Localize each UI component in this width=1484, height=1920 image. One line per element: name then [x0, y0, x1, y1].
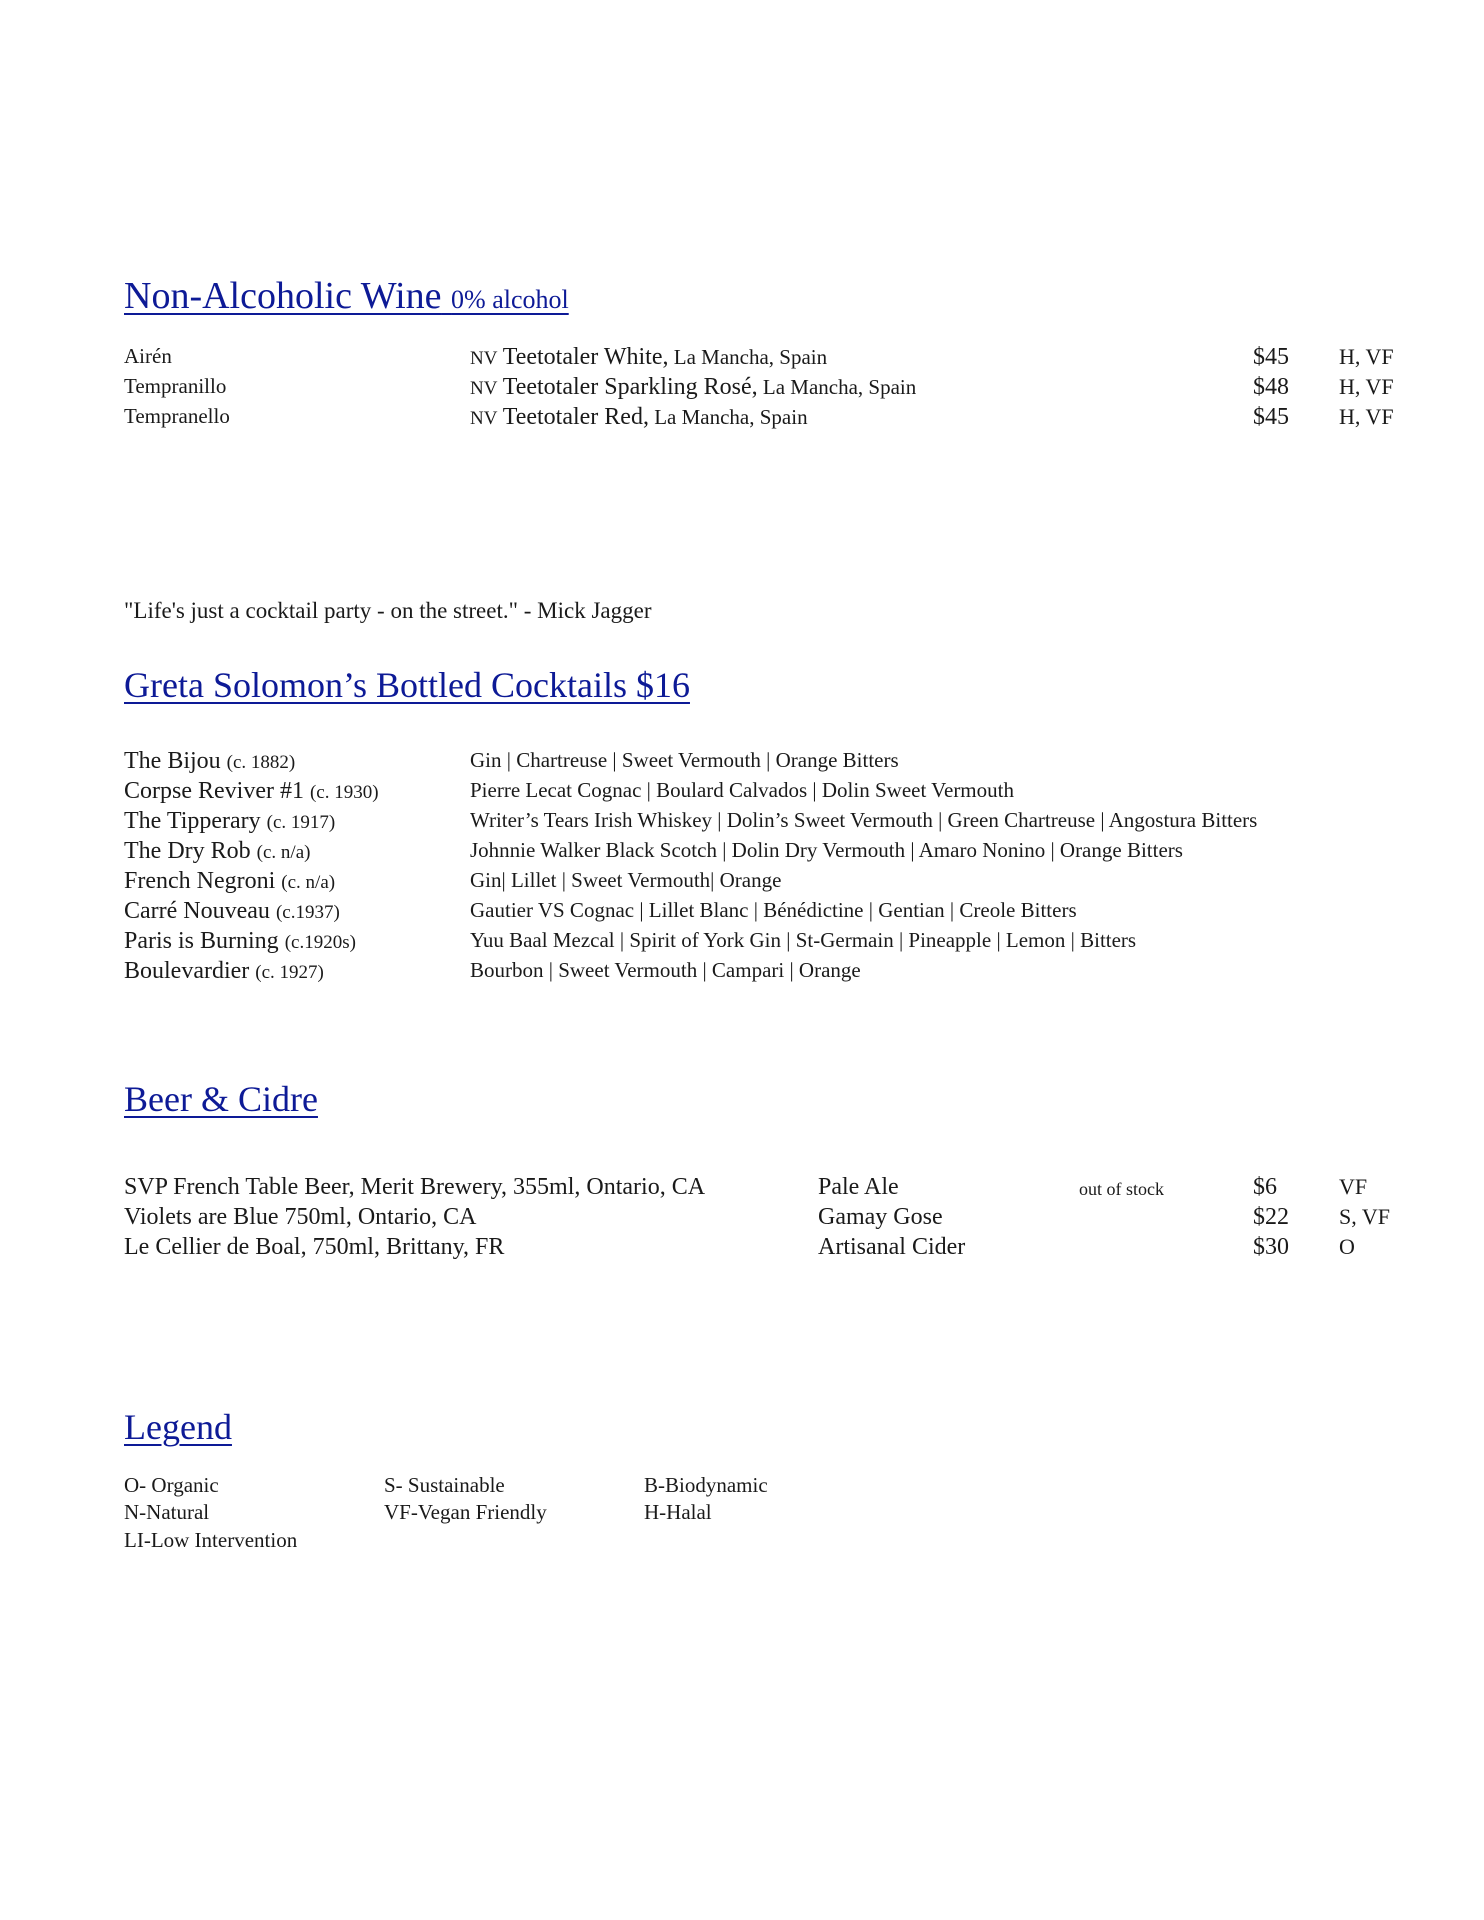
legend-item: O- Organic [124, 1473, 219, 1497]
beer-style: Pale Ale [818, 1174, 899, 1200]
beer-name: SVP French Table Beer, Merit Brewery, 355ml, Ontario, CA [124, 1174, 706, 1200]
wine-vintage: NV [470, 348, 498, 369]
legend-item: N-Natural [124, 1500, 210, 1524]
cocktail-date: (c. n/a) [256, 842, 311, 863]
cocktail-name: Corpse Reviver #1 [124, 778, 304, 804]
wine-tags: H, VF [1339, 404, 1394, 429]
wine-name: Teetotaler Sparkling Rosé, [502, 374, 758, 400]
cocktail-ingredients: Bourbon | Sweet Vermouth | Campari | Orange [470, 958, 861, 982]
cocktail-ingredients: Writer’s Tears Irish Whiskey | Dolin’s Sweet Vermouth | Green Chartreuse | Angostura Bitters [470, 808, 1258, 832]
cocktail-date: (c. n/a) [281, 872, 336, 893]
cocktail-date: (c.1937) [275, 902, 340, 923]
cocktail-date: (c.1920s) [284, 932, 356, 953]
wine-price: $48 [1253, 374, 1289, 400]
wine-name: Teetotaler Red, [502, 404, 649, 430]
cocktail-ingredients: Yuu Baal Mezcal | Spirit of York Gin | St-Germain | Pineapple | Lemon | Bitters [470, 928, 1137, 952]
beer-row [0, 1234, 1484, 1264]
cocktail-row [0, 868, 1484, 898]
cocktail-row [0, 778, 1484, 808]
cocktail-row [0, 958, 1484, 988]
wine-price: $45 [1253, 344, 1289, 370]
non-alcoholic-subtitle: 0% alcohol [451, 285, 569, 314]
cocktail-row [0, 898, 1484, 928]
legend-item: B-Biodynamic [644, 1473, 768, 1497]
cocktail-row [0, 928, 1484, 958]
wine-region: La Mancha, Spain [762, 375, 917, 399]
cocktail-ingredients: Gin | Chartreuse | Sweet Vermouth | Orange Bitters [470, 748, 899, 772]
non-alcoholic-title: Non-Alcoholic Wine [124, 275, 442, 317]
cocktail-date: (c. 1882) [226, 752, 296, 773]
cocktail-name: Carré Nouveau [124, 898, 270, 924]
wine-tags: H, VF [1339, 344, 1394, 369]
beer-name: Le Cellier de Boal, 750ml, Brittany, FR [124, 1234, 505, 1260]
cocktail-name: The Bijou [124, 748, 221, 774]
beer-name: Violets are Blue 750ml, Ontario, CA [124, 1204, 477, 1230]
wine-row [0, 344, 1484, 374]
beer-price: $22 [1253, 1204, 1289, 1230]
legend-item: S- Sustainable [384, 1473, 505, 1497]
cocktail-date: (c. 1917) [266, 812, 336, 833]
beer-price: $6 [1253, 1174, 1277, 1200]
cocktail-name: The Tipperary [124, 808, 261, 834]
beer-style: Gamay Gose [818, 1204, 943, 1230]
wine-vintage: NV [470, 408, 498, 429]
wine-row [0, 404, 1484, 434]
cocktail-row [0, 748, 1484, 778]
wine-tags: H, VF [1339, 374, 1394, 399]
cocktail-ingredients: Johnnie Walker Black Scotch | Dolin Dry Vermouth | Amaro Nonino | Orange Bitters [470, 838, 1183, 862]
beer-row [0, 1174, 1484, 1204]
legend-item: H-Halal [644, 1500, 712, 1524]
cocktail-ingredients: Pierre Lecat Cognac | Boulard Calvados | Dolin Sweet Vermouth [470, 778, 1014, 802]
wine-name: Teetotaler White, [502, 344, 669, 370]
wine-grape: Tempranillo [124, 374, 227, 398]
beer-row [0, 1204, 1484, 1234]
beer-tags: S, VF [1339, 1204, 1390, 1229]
wine-price: $45 [1253, 404, 1289, 430]
wine-region: La Mancha, Spain [673, 345, 828, 369]
wine-row [0, 374, 1484, 404]
quote: "Life's just a cocktail party - on the street." - Mick Jagger [124, 598, 652, 623]
wine-grape: Airén [124, 344, 172, 368]
beer-status: out of stock [1079, 1179, 1164, 1199]
cocktail-row [0, 808, 1484, 838]
non-alcoholic-heading [124, 274, 569, 318]
wine-vintage: NV [470, 378, 498, 399]
beer-price: $30 [1253, 1234, 1289, 1260]
cocktails-heading: Greta Solomon’s Bottled Cocktails $16 [124, 665, 690, 705]
cocktail-date: (c. 1930) [309, 782, 379, 803]
cocktail-name: French Negroni [124, 868, 276, 894]
cocktail-name: Boulevardier [124, 958, 250, 984]
legend-item: LI-Low Intervention [124, 1528, 298, 1552]
beer-tags: VF [1339, 1174, 1368, 1199]
cocktail-row [0, 838, 1484, 868]
wine-grape: Tempranello [124, 404, 230, 428]
beer-heading: Beer & Cidre [124, 1079, 318, 1119]
wine-region: La Mancha, Spain [654, 405, 808, 429]
cocktail-name: Paris is Burning [124, 928, 279, 954]
cocktail-ingredients: Gautier VS Cognac | Lillet Blanc | Bénédictine | Gentian | Creole Bitters [470, 898, 1077, 922]
beer-tags: O [1339, 1234, 1355, 1259]
cocktail-date: (c. 1927) [255, 962, 324, 983]
beer-style: Artisanal Cider [818, 1234, 966, 1260]
legend-heading: Legend [124, 1407, 232, 1447]
legend-item: VF-Vegan Friendly [384, 1500, 547, 1524]
cocktail-ingredients: Gin| Lillet | Sweet Vermouth| Orange [470, 868, 782, 892]
cocktail-name: The Dry Rob [124, 838, 251, 864]
